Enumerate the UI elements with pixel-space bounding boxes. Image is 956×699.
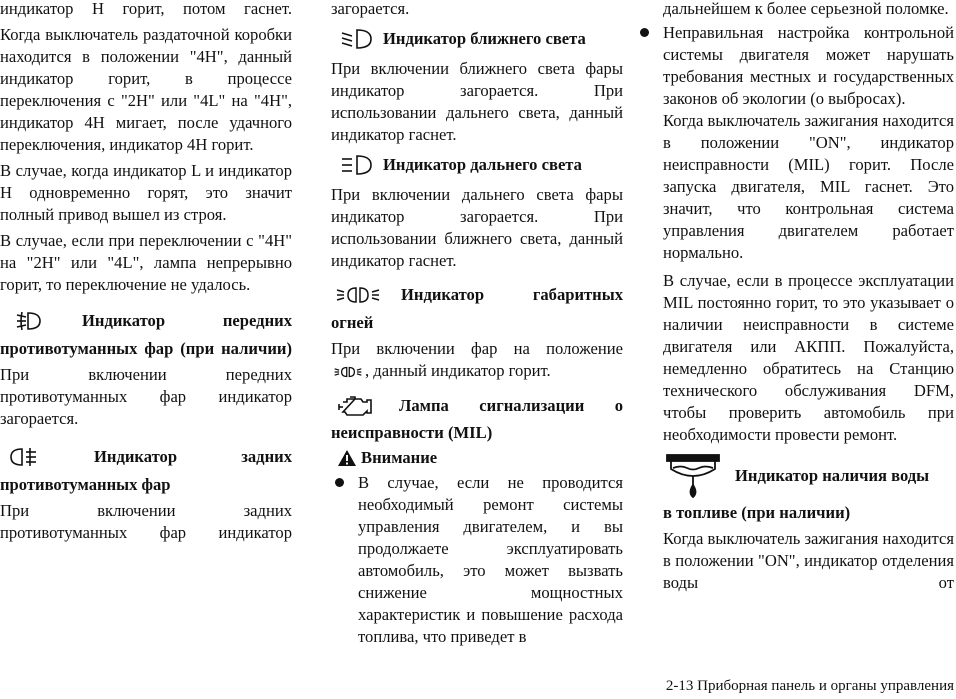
parking-text-line2 [331, 360, 623, 382]
list-item: Неправильная настройка контрольной системы двигателя может нарушать требования местных и государственных законов об экологии (о выбросах). [636, 22, 954, 110]
rear-fog-light-icon [0, 446, 94, 468]
column-3 [636, 0, 954, 594]
mil-title-word1: Лампа [399, 396, 449, 415]
high-beam-icon [331, 153, 383, 177]
low-beam-title: Индикатор ближнего света [383, 29, 586, 48]
front-fog-text: При включении передних противотуманных фар индикатор загорается. [0, 365, 292, 428]
column-1 [0, 0, 292, 544]
parking-text-line1: При включении фар на положение [331, 339, 623, 358]
front-fog-title-word1: Индикатор [82, 311, 166, 330]
warning-list [331, 472, 623, 648]
page-footer [666, 678, 954, 695]
low-beam-text: При включении ближнего света фары индикатор загорается. При использовании дальнего света, данный индикатор гаснет. [331, 59, 623, 144]
paragraph-mil-on: Когда выключатель зажигания находится в положении "ON", индикатор неисправности (MIL) горит. После запуска двигателя, MIL гаснет. Это значит, что контрольная система управления двигателем работает нормально. [663, 111, 954, 262]
high-beam-heading [331, 152, 623, 178]
list-item: В случае, если не проводится необходимый ремонт системы управления двигателем, и вы продолжаете эксплуатировать автомобиль, это может вызвать снижение мощностных характеристик и повышение расхода топлива, что приведет в [331, 472, 623, 648]
front-fog-light-icon [0, 310, 82, 332]
paragraph-4h-switch: Когда выключатель раздаточной коробки находится в положении "4H", данный индикатор горит, в процессе переключения с "2H" или "4L" на "4H", индикатор 4H мигает, после удачного переключения, индикатор 4H горит. [0, 25, 292, 154]
warning-title: Внимание [361, 448, 438, 467]
front-fog-title-word2: передних [222, 311, 292, 330]
warning-list-continued [636, 0, 954, 110]
water-in-fuel-title: Индикатор наличия воды [735, 466, 930, 485]
parking-lights-inline-icon [331, 365, 365, 379]
paragraph-4h-off: индикатор H горит, потом гаснет. [0, 0, 292, 18]
water-in-fuel-text: Когда выключатель зажигания находится в положении "ON", индикатор отделения воды от [663, 529, 954, 592]
warning-heading [331, 446, 623, 470]
rear-fog-heading [0, 444, 292, 470]
high-beam-title: Индикатор дальнего света [383, 155, 582, 174]
parking-title-line2: огней [331, 313, 374, 332]
mil-title-word3: о [614, 396, 623, 415]
page-number: 2-13 [665, 678, 694, 694]
paragraph-lights-on: загорается. [331, 0, 410, 18]
parking-text-after: , данный индикатор горит. [365, 361, 551, 380]
paragraph-mil-constant: В случае, если в процессе эксплуатации MIL постоянно горит, то это указывает о наличии неисправности в системе двигателя или АКПП. Пожалуйста, немедленно обратитесь на Станцию технического обслуживания DFM, чтобы проверить автомобиль при необходимости провести ремонт. [663, 271, 954, 444]
mil-title-line2: неисправности (MIL) [331, 423, 493, 442]
mil-title-word2: сигнализации [479, 396, 585, 415]
front-fog-title-line2: противотуманных фар (при наличии) [0, 339, 292, 358]
check-engine-icon [331, 393, 399, 419]
section-title: Приборная панель и органы управления [697, 678, 954, 694]
rear-fog-title-word1: Индикатор [94, 447, 178, 466]
warning-triangle-icon [331, 449, 361, 467]
water-in-fuel-heading [636, 456, 954, 496]
mil-heading [331, 392, 623, 420]
list-item: дальнейшем к более серьезной поломке. [663, 0, 949, 18]
rear-fog-title-word2: задних [241, 447, 292, 466]
low-beam-icon [331, 27, 383, 51]
water-in-fuel-icon [663, 453, 735, 499]
paragraph-switch-failed: В случае, если при переключении с "4H" на "2H" или "4L", лампа непрерывно горит, то переключение не удалось. [0, 231, 292, 294]
column-2 [331, 0, 623, 648]
parking-title-word2: габаритных [532, 285, 623, 304]
water-in-fuel-title-line2: в топливе (при наличии) [663, 503, 851, 522]
rear-fog-title-line2: противотуманных фар [0, 475, 171, 494]
parking-title-word1: Индикатор [401, 285, 485, 304]
high-beam-text: При включении дальнего света фары индикатор загорается. При использовании ближнего света, данный индикатор гаснет. [331, 185, 623, 270]
paragraph-awd-failure: В случае, когда индикатор L и индикатор H одновременно горят, это значит полный привод вышел из строя. [0, 161, 292, 224]
low-beam-heading [331, 26, 623, 52]
rear-fog-text: При включении задних противотуманных фар индикатор [0, 501, 292, 542]
front-fog-heading [0, 308, 292, 334]
parking-lights-heading [331, 282, 623, 308]
parking-lights-icon [331, 284, 401, 306]
